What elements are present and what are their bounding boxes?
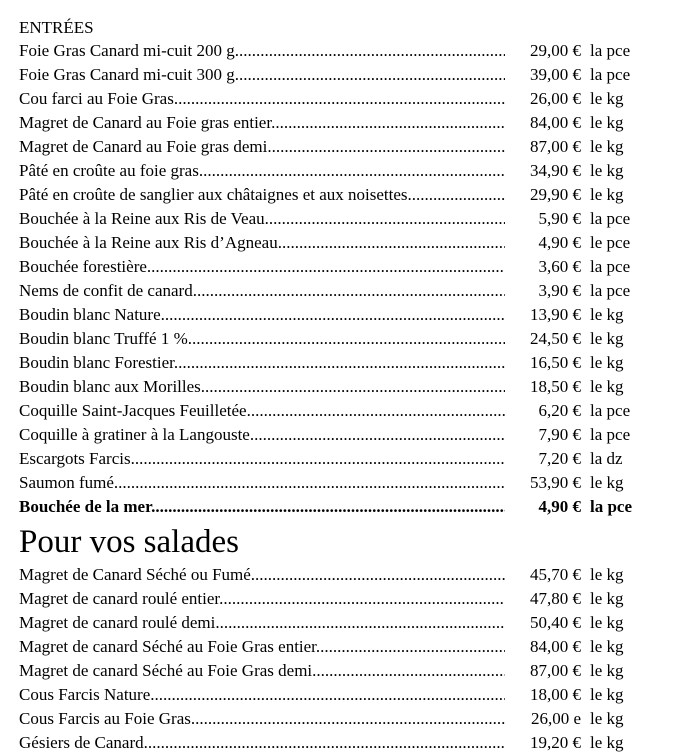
entrees-heading: ENTRÉES	[19, 18, 94, 37]
menu-item-name: Nems de confit de canard .....	[19, 279, 505, 303]
menu-item-row	[19, 731, 669, 755]
menu-item-price: 50,40 €	[530, 613, 581, 632]
menu-item-row	[19, 327, 669, 351]
menu-item-name: Boudin blanc Forestier .....	[19, 351, 505, 375]
menu-item-name: Pâté en croûte au foie gras .....	[19, 159, 505, 183]
menu-item-price: 13,90 €	[530, 305, 581, 324]
menu-item-row	[19, 351, 669, 375]
menu-item-name: Coquille Saint-Jacques Feuilletée .....	[19, 399, 505, 423]
menu-item-name: Boudin blanc Nature .....	[19, 303, 505, 327]
menu-item-row	[19, 611, 669, 635]
menu-item-row	[19, 563, 669, 587]
menu-item-price: 45,70 €	[530, 565, 581, 584]
menu-item-price: 3,60 €	[538, 257, 581, 276]
menu-item-unit: le kg	[590, 89, 624, 108]
menu-item-name: Boudin blanc aux Morilles .....	[19, 375, 505, 399]
menu-item-unit: le pce	[590, 233, 631, 252]
salades-heading: Pour vos salades	[19, 524, 239, 560]
menu-item-row	[19, 231, 669, 255]
menu-item-row	[19, 495, 669, 519]
menu-item-unit: le kg	[590, 709, 624, 728]
menu-item-name: Bouchée de la mer .....	[19, 495, 505, 519]
menu-item-price: 84,00 €	[530, 113, 581, 132]
menu-item-name: Magret de Canard au Foie gras entier .....	[19, 111, 505, 135]
menu-item-name: Boudin blanc Truffé 1 % .....	[19, 327, 505, 351]
menu-item-row	[19, 63, 669, 87]
menu-item-name: Bouchée à la Reine aux Ris d’Agneau .....	[19, 231, 505, 255]
menu-item-unit: le kg	[590, 161, 624, 180]
menu-item-unit: le kg	[590, 329, 624, 348]
menu-item-price: 5,90 €	[538, 209, 581, 228]
menu-item-price: 4,90 €	[538, 497, 581, 516]
menu-item-price: 7,90 €	[538, 425, 581, 444]
menu-item-price: 39,00 €	[530, 65, 581, 84]
menu-item-row	[19, 447, 669, 471]
menu-item-name: Magret de canard roulé entier .....	[19, 587, 505, 611]
menu-item-unit: la dz	[590, 449, 623, 468]
menu-item-unit: le kg	[590, 305, 624, 324]
menu-item-unit: la pce	[590, 257, 631, 276]
menu-item-unit: le kg	[590, 613, 624, 632]
menu-item-name: Gésiers de Canard .....	[19, 731, 505, 755]
menu-item-name: Cou farci au Foie Gras .....	[19, 87, 505, 111]
menu-item-price: 3,90 €	[538, 281, 581, 300]
menu-item-name: Saumon fumé .....	[19, 471, 505, 495]
menu-item-price: 16,50 €	[530, 353, 581, 372]
menu-item-unit: le kg	[590, 589, 624, 608]
menu-item-price: 34,90 €	[530, 161, 581, 180]
menu-item-unit: le kg	[590, 185, 624, 204]
menu-item-price: 53,90 €	[530, 473, 581, 492]
menu-item-row	[19, 375, 669, 399]
menu-item-price: 7,20 €	[538, 449, 581, 468]
menu-item-unit: la pce	[590, 425, 631, 444]
menu-item-unit: le kg	[590, 377, 624, 396]
menu-item-name: Bouchée forestière .....	[19, 255, 505, 279]
menu-item-price: 18,50 €	[530, 377, 581, 396]
menu-item-name: Magret de canard roulé demi .....	[19, 611, 505, 635]
menu-item-name: Cous Farcis Nature .....	[19, 683, 505, 707]
menu-item-price: 29,00 €	[530, 41, 581, 60]
menu-item-name: Foie Gras Canard mi-cuit 200 g .....	[19, 39, 505, 63]
menu-item-row	[19, 635, 669, 659]
menu-item-unit: la pce	[590, 281, 631, 300]
menu-item-row	[19, 207, 669, 231]
menu-item-price: 29,90 €	[530, 185, 581, 204]
menu-item-unit: le kg	[590, 113, 624, 132]
menu-item-unit: le kg	[590, 661, 624, 680]
menu-item-unit: le kg	[590, 637, 624, 656]
menu-item-row	[19, 683, 669, 707]
menu-item-row	[19, 303, 669, 327]
menu-item-unit: la pce	[590, 209, 631, 228]
menu-item-unit: le kg	[590, 733, 624, 752]
menu-item-unit: le kg	[590, 565, 624, 584]
menu-item-unit: le kg	[590, 473, 624, 492]
menu-item-name: Bouchée à la Reine aux Ris de Veau .....	[19, 207, 505, 231]
menu-item-unit: la pce	[590, 41, 631, 60]
menu-item-name: Foie Gras Canard mi-cuit 300 g .....	[19, 63, 505, 87]
menu-item-price: 19,20 €	[530, 733, 581, 752]
menu-item-price: 24,50 €	[530, 329, 581, 348]
menu-item-row	[19, 39, 669, 63]
menu-item-name: Magret de canard Séché au Foie Gras demi .....	[19, 659, 505, 683]
menu-item-price: 47,80 €	[530, 589, 581, 608]
menu-item-row	[19, 255, 669, 279]
menu-item-price: 18,00 €	[530, 685, 581, 704]
menu-item-name: Cous Farcis au Foie Gras .....	[19, 707, 505, 731]
menu-item-price: 26,00 e	[530, 709, 581, 728]
menu-item-row	[19, 159, 669, 183]
menu-item-price: 26,00 €	[530, 89, 581, 108]
menu-item-row	[19, 135, 669, 159]
menu-item-name: Magret de Canard au Foie gras demi .....	[19, 135, 505, 159]
menu-item-name: Escargots Farcis .....	[19, 447, 505, 471]
menu-item-price: 87,00 €	[530, 137, 581, 156]
menu-item-unit: le kg	[590, 353, 624, 372]
menu-item-row	[19, 707, 669, 731]
menu-item-unit: la pce	[590, 497, 633, 516]
menu-item-price: 87,00 €	[530, 661, 581, 680]
menu-item-row	[19, 87, 669, 111]
menu-item-unit: la pce	[590, 401, 631, 420]
menu-item-unit: la pce	[590, 65, 631, 84]
menu-item-price: 4,90 €	[538, 233, 581, 252]
menu-item-row	[19, 183, 669, 207]
menu-item-name: Coquille à gratiner à la Langouste .....	[19, 423, 505, 447]
menu-item-name: Magret de canard Séché au Foie Gras entier .....	[19, 635, 505, 659]
menu-item-name: Magret de Canard Séché ou Fumé .....	[19, 563, 505, 587]
menu-item-price: 84,00 €	[530, 637, 581, 656]
menu-item-row	[19, 659, 669, 683]
menu-item-row	[19, 471, 669, 495]
menu-item-name: Pâté en croûte de sanglier aux châtaignes et aux noisettes .....	[19, 183, 505, 207]
menu-item-row	[19, 111, 669, 135]
menu-item-unit: le kg	[590, 685, 624, 704]
menu-item-unit: le kg	[590, 137, 624, 156]
menu-item-row	[19, 587, 669, 611]
menu-item-row	[19, 399, 669, 423]
menu-item-price: 6,20 €	[538, 401, 581, 420]
menu-item-row	[19, 279, 669, 303]
menu-item-row	[19, 423, 669, 447]
